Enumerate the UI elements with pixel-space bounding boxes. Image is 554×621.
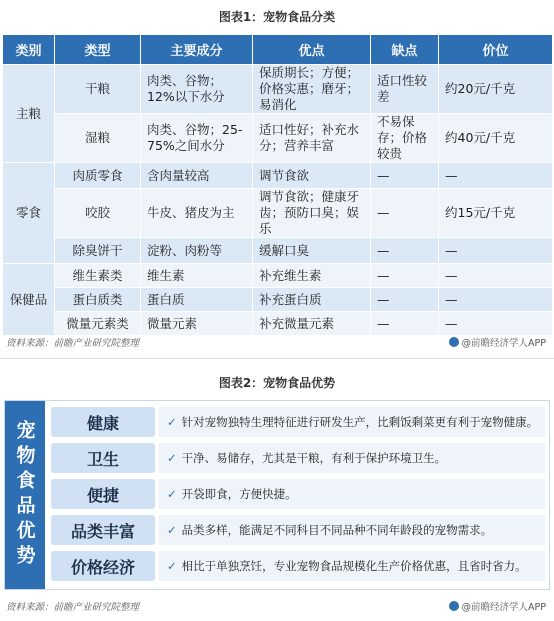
type-cell: 除臭饼干 — [55, 238, 141, 264]
brand-text: @前瞻经济学人APP — [461, 338, 546, 349]
figure2-title: 图表2：宠物食品优势 — [218, 376, 336, 390]
advantage-text: 相比于单独烹饪，专业宠物食品规模化生产价格优惠，且省时省力。 — [181, 559, 527, 573]
ingredients-cell: 微量元素 — [141, 312, 253, 336]
figure1-source: 资料来源：前瞻产业研究院整理 — [6, 338, 140, 349]
advantage-text: 品类多样，能满足不同科目不同品种不同年龄段的宠物需求。 — [181, 523, 493, 537]
header-type: 类型 — [55, 35, 141, 65]
cons-cell: — — [371, 189, 439, 238]
checkmark-icon: ✓ — [167, 523, 177, 537]
category-cell: 零食 — [3, 163, 55, 264]
brand-logo-icon — [449, 601, 459, 611]
header-ingredients: 主要成分 — [141, 35, 253, 65]
figure2-brand — [449, 599, 546, 613]
type-cell: 湿粮 — [55, 114, 141, 163]
advantage-text: 开袋即食，方便快捷。 — [181, 487, 297, 501]
advantages-side-label — [5, 401, 45, 589]
pros-cell: 补充维生素 — [253, 264, 371, 288]
price-cell: — — [439, 288, 553, 312]
header-pros: 优点 — [253, 35, 371, 65]
advantage-item — [51, 479, 545, 509]
checkmark-icon: ✓ — [167, 451, 177, 465]
table-header-row — [3, 35, 553, 65]
checkmark-icon: ✓ — [167, 487, 177, 501]
table-row — [3, 189, 553, 238]
advantage-description — [159, 551, 545, 581]
category-cell: 保健品 — [3, 264, 55, 336]
pros-cell: 缓解口臭 — [253, 238, 371, 264]
ingredients-cell: 维生素 — [141, 264, 253, 288]
advantage-description — [159, 443, 545, 473]
table-row — [3, 163, 553, 189]
advantage-description — [159, 515, 545, 545]
pros-cell: 调节食欲；健康牙齿；预防口臭；娱乐 — [253, 189, 371, 238]
type-cell: 咬胶 — [55, 189, 141, 238]
cons-cell: — — [371, 238, 439, 264]
price-cell: — — [439, 312, 553, 336]
pros-cell: 保质期长；方便；价格实惠；磨牙；易消化 — [253, 65, 371, 114]
price-cell: — — [439, 264, 553, 288]
advantage-text: 干净、易储存，尤其是干粮，有利于保护环境卫生。 — [181, 451, 447, 465]
cons-cell: — — [371, 264, 439, 288]
advantage-label: 卫生 — [51, 443, 155, 473]
table-row — [3, 264, 553, 288]
pros-cell: 适口性好；补充水分；营养丰富 — [253, 114, 371, 163]
advantage-label: 健康 — [51, 407, 155, 437]
pros-cell: 调节食欲 — [253, 163, 371, 189]
ingredients-cell: 蛋白质 — [141, 288, 253, 312]
advantage-label: 品类丰富 — [51, 515, 155, 545]
cons-cell: — — [371, 288, 439, 312]
cons-cell: 不易保存；价格较贵 — [371, 114, 439, 163]
cons-cell: — — [371, 312, 439, 336]
ingredients-cell: 肉类、谷物；12%以下水分 — [141, 65, 253, 114]
price-cell: 约15元/千克 — [439, 189, 553, 238]
advantage-label: 价格经济 — [51, 551, 155, 581]
price-cell: — — [439, 238, 553, 264]
pros-cell: 补充微量元素 — [253, 312, 371, 336]
section-divider — [0, 358, 554, 359]
figure2-source: 资料来源：前瞻产业研究院整理 — [6, 602, 140, 613]
advantage-description — [159, 407, 545, 437]
advantage-item — [51, 407, 545, 437]
table-row — [3, 288, 553, 312]
price-cell: 约20元/千克 — [439, 65, 553, 114]
advantage-label: 便捷 — [51, 479, 155, 509]
checkmark-icon: ✓ — [167, 559, 177, 573]
pros-cell: 补充蛋白质 — [253, 288, 371, 312]
table-row — [3, 312, 553, 336]
price-cell: — — [439, 163, 553, 189]
advantage-description — [159, 479, 545, 509]
brand-text: @前瞻经济学人APP — [461, 602, 546, 613]
pet-food-advantages-diagram — [4, 400, 550, 590]
side-label-text: 宠物食品优势 — [13, 420, 36, 570]
ingredients-cell: 淀粉、肉粉等 — [141, 238, 253, 264]
header-price: 价位 — [439, 35, 553, 65]
category-cell: 主粮 — [3, 65, 55, 163]
type-cell: 微量元素类 — [55, 312, 141, 336]
advantage-item — [51, 443, 545, 473]
type-cell: 维生素类 — [55, 264, 141, 288]
type-cell: 肉质零食 — [55, 163, 141, 189]
header-cons: 缺点 — [371, 35, 439, 65]
table-row — [3, 114, 553, 163]
figure1-title: 图表1：宠物食品分类 — [218, 10, 336, 24]
advantage-text: 针对宠物独特生理特征进行研发生产，比剩饭剩菜更有利于宠物健康。 — [181, 415, 539, 429]
figure1-brand — [449, 335, 546, 349]
brand-logo-icon — [449, 337, 459, 347]
ingredients-cell: 含肉量较高 — [141, 163, 253, 189]
advantage-item — [51, 515, 545, 545]
pet-food-classification-table — [2, 34, 553, 336]
checkmark-icon: ✓ — [167, 415, 177, 429]
table-row — [3, 238, 553, 264]
cons-cell: 适口性较差 — [371, 65, 439, 114]
advantage-item — [51, 551, 545, 581]
header-category: 类别 — [3, 35, 55, 65]
ingredients-cell: 肉类、谷物；25-75%之间水分 — [141, 114, 253, 163]
type-cell: 干粮 — [55, 65, 141, 114]
price-cell: 约40元/千克 — [439, 114, 553, 163]
type-cell: 蛋白质类 — [55, 288, 141, 312]
table-row — [3, 65, 553, 114]
ingredients-cell: 牛皮、猪皮为主 — [141, 189, 253, 238]
cons-cell: — — [371, 163, 439, 189]
